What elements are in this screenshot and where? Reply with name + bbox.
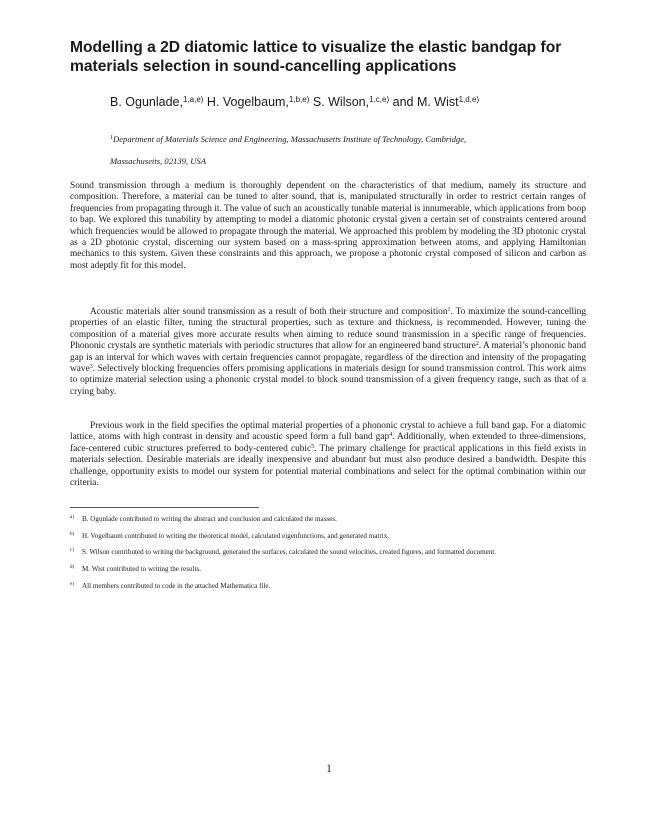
author-affiliation-marker: 1,b,e) — [288, 95, 310, 104]
body-paragraph-2: Previous work in the field specifies the optimal material properties of a phononic crystal to achieve a full band gap. For a diatomic lattice, atoms with high contrast in density and acoustic speed form a full band gap$^4$. Additionally, when extended to three-dimensions, face-centered cubic structures preferred to body-centered cubic$^5$. The primary challenge for practical applications in this field exists in materials selection. Desirable materials are ideally inexpensive and abundant but must also produce desired a bandwidth. Despite this challenge, opportunity exists to model our system for potential material combinations and select for the optimal combination within our criteria. — [70, 421, 587, 489]
footnote: e) All members contributed to code in the attached Mathematica file. — [70, 582, 271, 590]
citation-ref: 5 — [311, 443, 315, 450]
footnote: b) H. Vogelbaum contributed to writing the theoretical model, calculated eigenfunctions, and generated matrix. — [70, 532, 390, 540]
footnote-divider — [70, 507, 259, 508]
body-paragraph-1: Acoustic materials alter sound transmission as a result of both their structure and composition$^1$. To maximize the sound-cancelling properties of an elastic filter, tuning the structural properties, such as texture and thickness, is recommended. However, tuning the composition of a material gives more accurate results when aiming to reduce sound transmission in a specific range of frequencies. Phononic crystals are synthetic materials with periodic structures that allow for an engineered band structure$^2$. A material’s phononic band gap is an interval for which waves with certain frequencies cannot propagate, regardless of the direction and intensity of the propagating wave$^3$. Selectively blocking frequencies offers promising applications in materials design for sound transmission control. This work aims to optimize material selection using a phononic crystal model to block sound transmission of a given frequency range, such as that of a crying baby. — [70, 307, 586, 397]
page-number: 1 — [326, 763, 332, 775]
footnote: d) M. Wist contributed to writing the results. — [70, 565, 201, 573]
abstract: Sound transmission through a medium is thoroughly dependent on the characteristics of that medium, namely its structure and composition. Therefore, a material can be tuned to alter sound, that is, manipulated structurally in order to restrict certain ranges of frequencies from propagating through it. The value of such an acoustically tunable material is innumerable, which applications from boop to bap. We explored this tunability by attempting to model a diatomic photonic crystal given a certain set of constraints centered around which frequencies would be allowed to propagate through the material. We approached this problem by modeling the 3D photonic crystal as a 2D photonic crystal, discerning our system based on a mass-spring approximation between atoms, and applying Hamiltonian mechanics to this system. Given these constraints and this approach, we propose a photonic crystal composed of silicon and carbon as most adeptly fit for this model. — [70, 181, 586, 271]
author-affiliation-marker: 1,c,e) — [369, 95, 390, 104]
author-name: B. Ogunlade, — [110, 95, 183, 109]
affiliation-marker: 1 — [110, 135, 113, 141]
affiliation-line-2: Massachusetts, 02139, USA — [110, 156, 206, 166]
citation-ref: 3 — [89, 364, 93, 371]
author-affiliation-marker: 1,a,e) — [182, 95, 204, 104]
author-name: H. Vogelbaum, — [203, 95, 289, 109]
author-affiliation-marker: 1,d,e) — [458, 95, 480, 104]
author-name: and M. Wist — [389, 95, 459, 109]
footnote: c) S. Wilson contributed to writing the background, generated the surfaces, calculated the sound velocities, created figures, and formatted document. — [70, 548, 497, 556]
citation-ref: 4 — [389, 432, 393, 439]
footnote: a) B. Ogunlade contributed to writing the abstract and conclusion and calculated the masses. — [70, 515, 337, 523]
author-name: S. Wilson, — [309, 95, 370, 109]
paper-title: Modelling a 2D diatomic lattice to visualize the elastic bandgap for materials selection in sound-cancelling applications — [70, 39, 562, 75]
affiliation-line-1: $^1$Department of Materials Science and Engineering, Massachusetts Institute of Technology, Cambridge, — [110, 134, 467, 144]
citation-ref: 1 — [447, 307, 451, 313]
author-list — [110, 94, 610, 110]
citation-ref: 2 — [475, 341, 479, 348]
